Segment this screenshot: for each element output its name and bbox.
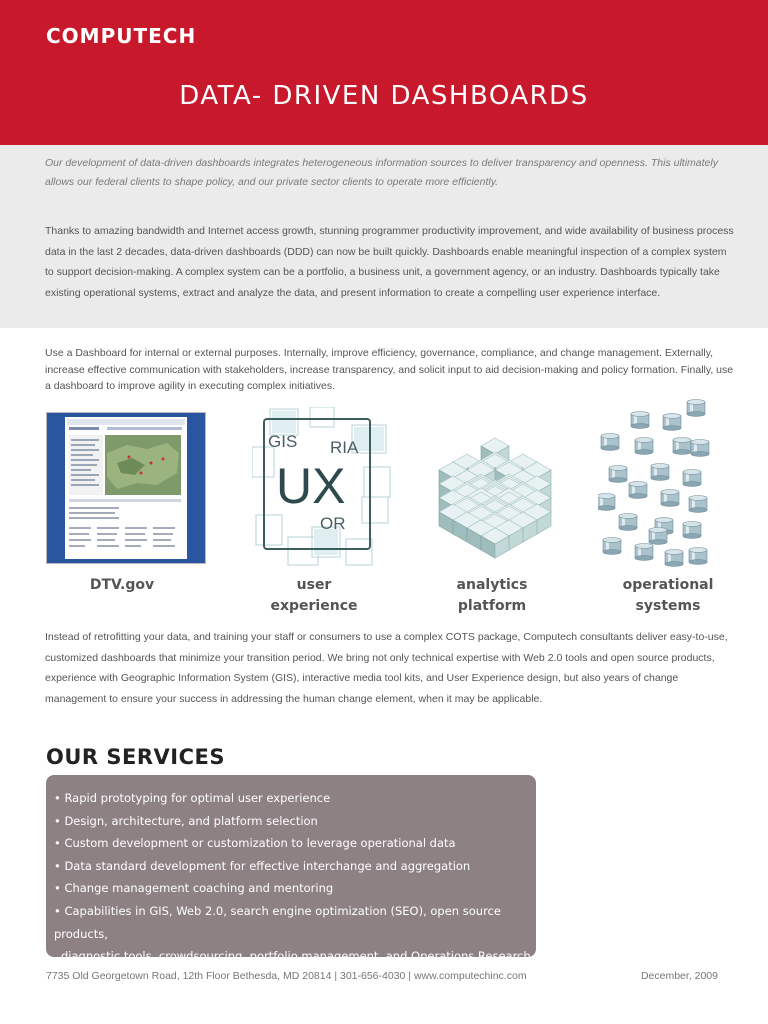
intro-text: Our development of data-driven dashboards integrates heterogeneous information sources to deliver transparency and openness. This ultimately allows our federal clients to shape policy, and our private sector clients to operate more efficiently.	[45, 157, 718, 188]
footer-address: 7735 Old Georgetown Road, 12th Floor Bethesda, MD 20814 | 301-656-4030 | www.computechinc.com	[46, 970, 527, 982]
ria-label: RIA	[330, 438, 359, 457]
list-item: • Data standard development for effective interchange and aggregation	[54, 858, 471, 873]
gis-label: GIS	[268, 432, 298, 451]
ux-diagram-illustration	[252, 407, 392, 569]
list-item: • Design, architecture, and platform selection	[54, 813, 318, 828]
footer-date: December, 2009	[640, 970, 718, 982]
dtv-screenshot-image	[46, 412, 206, 564]
purpose-paragraph: Use a Dashboard for internal or external purposes. Internally, improve efficiency, governance, compliance, and change management. Externally, increase effective communication with stakeholders, increase transparency, and solicit input to aid decision-making and policy formation. Finally, use a dashboard to improve agility in executing complex initiatives.	[45, 347, 734, 392]
overview-paragraph: Thanks to amazing bandwidth and Internet access growth, stunning programmer productivity improvement, and wide availability of business process data in the last 2 decades, data-driven dashboards (DDD) can now be built quickly. Dashboards enable meaningful inspection of a complex system to support decision-making. A complex system can be a portfolio, a business unit, a government agency, or an industry. Dashboards typically take existing operational systems, extract and analyze the data, and present information to create a compelling user experience interface.	[45, 225, 734, 299]
approach-paragraph: Instead of retrofitting your data, and training your staff or consumers to use a complex COTS package, Computech consultants deliver easy-to-use, customized dashboards that minimize your transition period. We bring not only technical expertise with Web 2.0 tools and open source products, experience with Geographic Information System (GIS), interactive media tool kits, and User Experience design, but also years of change management to ensure your success in addressing the human change element, when it may be applicable.	[45, 631, 728, 705]
list-item-continuation: diagnostic tools, crowdsourcing, portfolio management, and Operations Research	[61, 949, 531, 964]
list-item: • Capabilities in GIS, Web 2.0, search engine optimization (SEO), open source products,	[54, 903, 501, 941]
list-item: • Change management coaching and mentoring	[54, 881, 334, 896]
header-banner	[0, 0, 768, 145]
company-logo: COMPUTECH	[46, 24, 197, 48]
analytics-cube-graphic	[422, 408, 568, 568]
user-experience-graphic	[252, 407, 392, 569]
ux-label: UX	[276, 458, 346, 514]
caption-user-experience: user experience	[270, 577, 358, 614]
caption-dtv: DTV.gov	[89, 577, 155, 593]
caption-operational-systems: operational systems	[622, 577, 714, 614]
page-title: DATA- DRIVEN DASHBOARDS	[179, 81, 589, 111]
footer	[46, 970, 718, 982]
services-list	[54, 787, 536, 968]
caption-analytics-platform: analytics platform	[456, 577, 528, 614]
analytics-cube-illustration	[422, 408, 568, 568]
list-item: • Custom development or customization to leverage operational data	[54, 836, 456, 851]
list-item: • Rapid prototyping for optimal user experience	[54, 791, 331, 805]
services-heading: OUR SERVICES	[46, 745, 225, 769]
dtv-screenshot-illustration	[47, 413, 205, 563]
operational-systems-graphic	[598, 392, 718, 572]
database-cylinders-illustration	[598, 392, 718, 572]
services-panel	[46, 775, 536, 964]
or-label: OR	[320, 514, 346, 533]
